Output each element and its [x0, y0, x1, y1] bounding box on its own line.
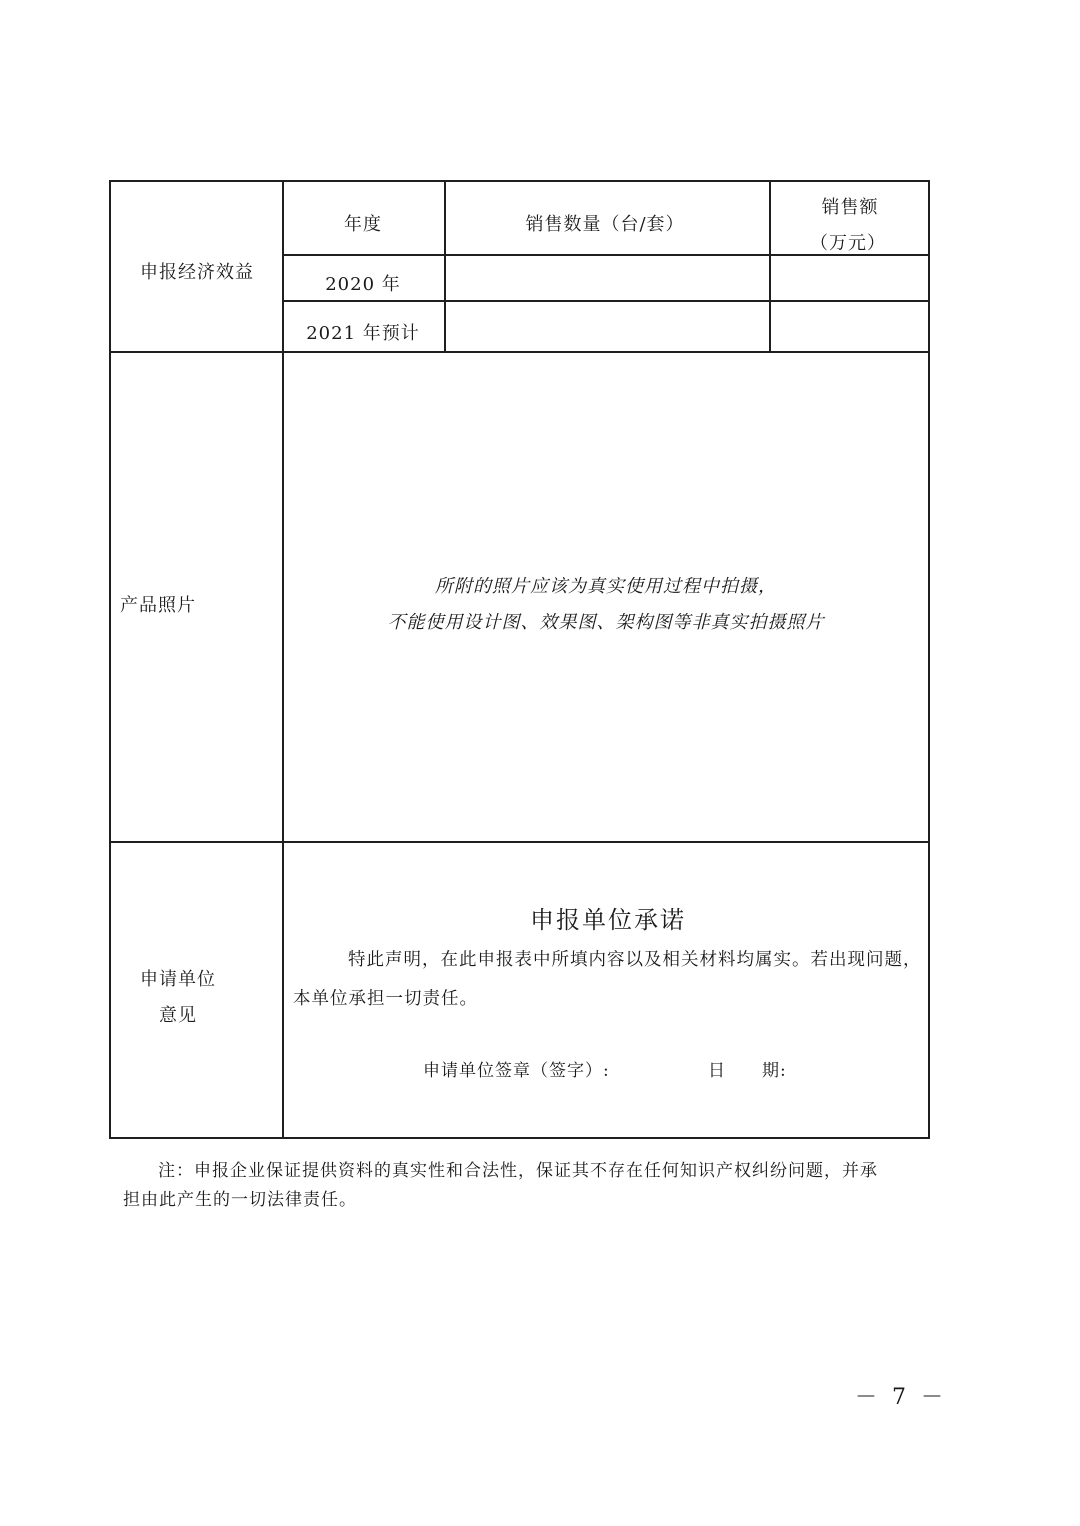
commitment-statement-line2: 本单位承担一切责任。 — [293, 989, 478, 1009]
signature-label: 申请单位签章（签字）: — [423, 1061, 610, 1081]
table-border-left — [109, 180, 111, 1139]
table-divider — [769, 180, 771, 352]
date-label: 日 期: — [708, 1061, 787, 1081]
table-border-top — [109, 180, 930, 182]
year-column-header: 年度 — [344, 214, 382, 235]
economic-benefit-label: 申报经济效益 — [140, 262, 254, 283]
table-divider — [282, 180, 284, 1139]
table-border-bottom — [109, 1137, 930, 1139]
amount-column-header: 销售额 — [821, 197, 879, 218]
photo-hint-line2: 不能使用设计图、效果图、架构图等非真实拍摄照片 — [387, 612, 825, 633]
table-border-right — [928, 180, 930, 1139]
table-rule — [109, 351, 930, 353]
amount-column-unit: （万元） — [810, 233, 886, 254]
year-2021-forecast-cell: 2021 年预计 — [306, 323, 420, 344]
footnote-line1: 注：申报企业保证提供资料的真实性和合法性，保证其不存在任何知识产权纠纷问题，并承 — [158, 1161, 878, 1181]
table-rule — [109, 841, 930, 843]
commitment-title: 申报单位承诺 — [530, 906, 686, 934]
applicant-opinion-label: 申请单位 — [140, 969, 216, 990]
table-rule — [282, 300, 930, 302]
footnote-line2: 担由此产生的一切法律责任。 — [123, 1190, 357, 1210]
commitment-statement-line1: 特此声明，在此申报表中所填内容以及相关材料均属实。若出现问题， — [348, 950, 922, 970]
year-2020-cell: 2020 年 — [325, 274, 401, 295]
photo-hint-line1: 所附的照片应该为真实使用过程中拍摄， — [435, 576, 777, 597]
applicant-opinion-label-2: 意见 — [159, 1005, 197, 1026]
quantity-column-header: 销售数量（台/套） — [525, 214, 685, 235]
page-number: － 7 － — [855, 1385, 947, 1410]
product-photo-label: 产品照片 — [120, 595, 196, 616]
table-divider — [444, 180, 446, 352]
